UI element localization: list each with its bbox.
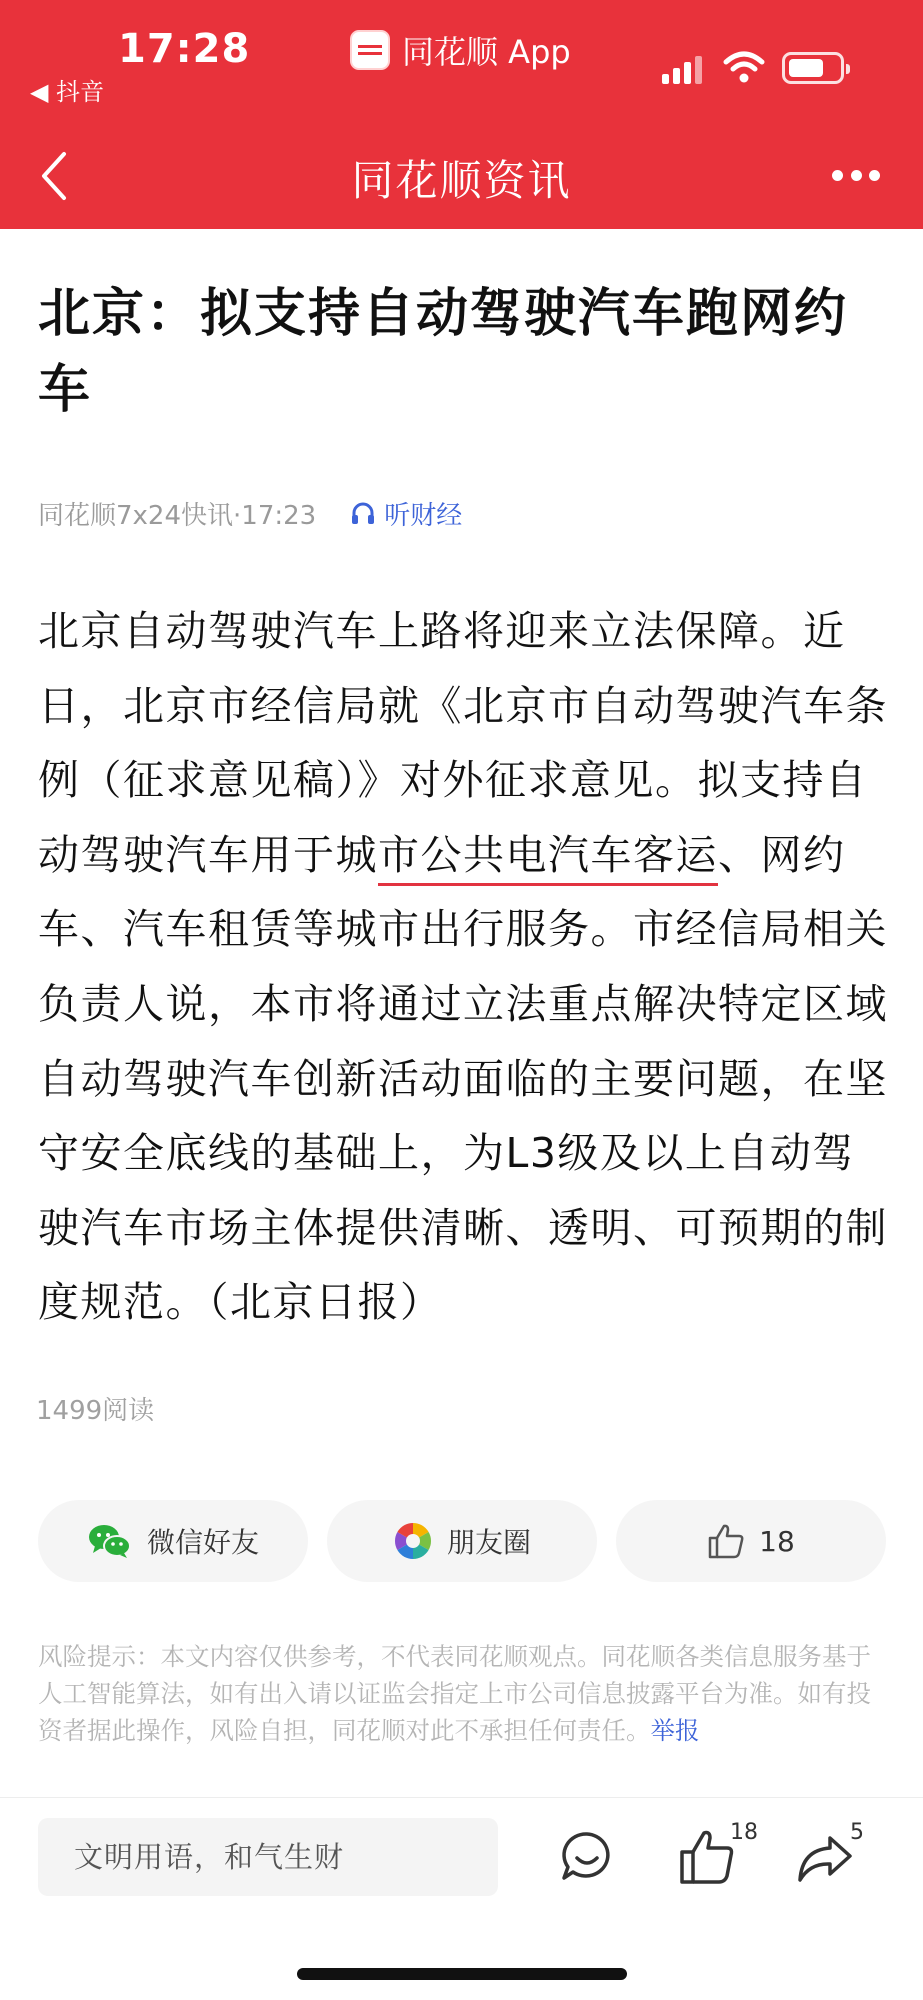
battery-icon xyxy=(782,52,844,84)
wifi-icon xyxy=(722,48,766,86)
share-count: 5 xyxy=(850,1820,864,1845)
article-title: 北京：拟支持自动驾驶汽车跑网约车 xyxy=(38,284,849,420)
like-button[interactable] xyxy=(616,1500,886,1582)
cellular-signal-icon xyxy=(662,52,704,84)
status-bar xyxy=(0,0,923,125)
bottom-like-count: 18 xyxy=(730,1820,758,1845)
article-meta xyxy=(38,496,462,530)
moments-icon xyxy=(393,1521,433,1561)
share-arrow-icon[interactable] xyxy=(794,1826,856,1888)
back-to-app-link[interactable]: ◀ 抖音 xyxy=(30,78,105,106)
article-body-part-1: 北京自动驾驶汽车上路将迎来立法保障。近日，北京市经信局就《北京市自动驾驶汽车条例（征求意见稿）》对外征求意见。拟支持自动驾驶汽车用于城 xyxy=(38,607,888,879)
read-count: 1499阅读 xyxy=(36,1396,155,1426)
app-header xyxy=(0,0,923,229)
app-indicator xyxy=(350,28,571,72)
share-row xyxy=(38,1500,886,1582)
moments-label: 朋友圈 xyxy=(446,1526,531,1559)
risk-disclaimer xyxy=(38,1638,894,1749)
listen-button[interactable] xyxy=(350,495,462,532)
bottom-like-icon[interactable] xyxy=(676,1826,738,1888)
status-time: 17:28 xyxy=(118,26,251,72)
bottom-divider xyxy=(0,1797,923,1798)
report-link[interactable]: 举报 xyxy=(650,1716,700,1745)
app-name: 同花顺 App xyxy=(402,33,571,71)
listen-label: 听财经 xyxy=(384,500,463,531)
article-body xyxy=(38,594,890,1340)
more-options-icon[interactable] xyxy=(832,170,880,184)
wechat-icon xyxy=(87,1522,133,1560)
home-indicator[interactable] xyxy=(297,1968,627,1980)
page-title: 同花顺资讯 xyxy=(351,156,572,205)
thumbs-up-icon xyxy=(707,1523,745,1559)
article-source: 同花顺7x24快讯·17:23 xyxy=(38,500,317,531)
app-logo-icon xyxy=(350,30,390,70)
share-wechat-button[interactable] xyxy=(38,1500,308,1582)
comment-icon[interactable] xyxy=(556,1826,618,1888)
like-count: 18 xyxy=(759,1524,795,1558)
article-body-part-2: 、网约车、汽车租赁等城市出行服务。市经信局相关负责人说，本市将通过立法重点解决特定区域自动驾驶汽车创新活动面临的主要问题，在坚守安全底线的基础上，为L3级及以上自动驾驶汽车市场主体提供清晰、透明、可预期的制度规范。（北京日报） xyxy=(38,830,888,1327)
disclaimer-text: 风险提示：本文内容仅供参考，不代表同花顺观点。同花顺各类信息服务基于人工智能算法，如有出入请以证监会指定上市公司信息披露平台为准。如有投资者据此操作，风险自担，同花顺对此不承担任何责任。 xyxy=(38,1642,871,1745)
comment-input[interactable]: 文明用语，和气生财 xyxy=(38,1818,498,1896)
wechat-label: 微信好友 xyxy=(146,1526,259,1559)
headphones-icon xyxy=(350,500,376,526)
share-moments-button[interactable] xyxy=(327,1500,597,1582)
highlighted-phrase[interactable]: 市公共电汽车客运 xyxy=(378,831,718,886)
